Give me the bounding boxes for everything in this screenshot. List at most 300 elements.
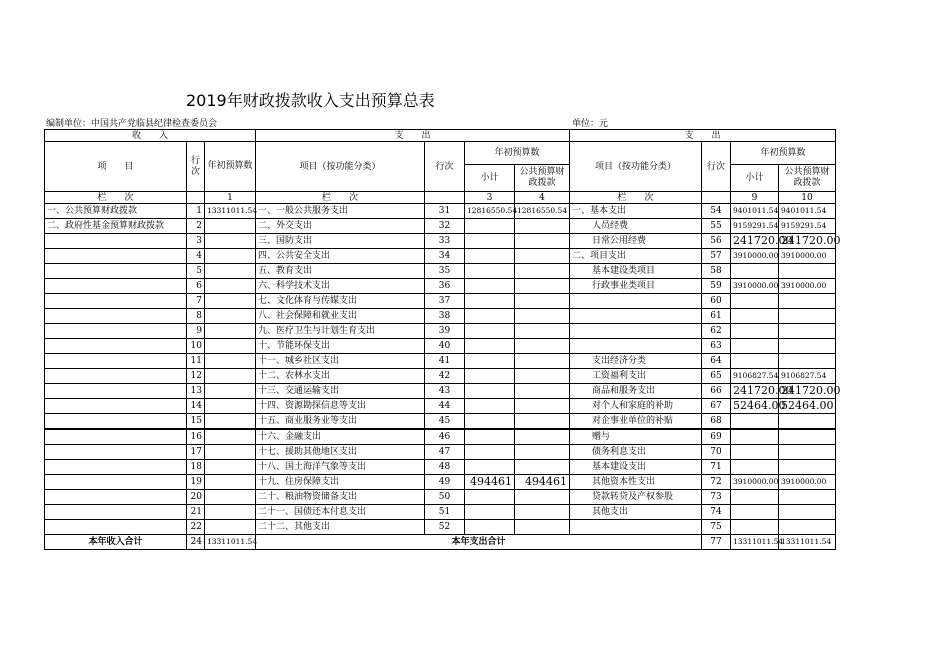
table-row xyxy=(45,384,836,399)
expense-subtotal xyxy=(465,219,515,234)
table-row xyxy=(45,414,836,430)
expense2-line: 74 xyxy=(702,505,731,520)
expense-subtotal xyxy=(465,369,515,384)
income-amount: 13311011.54 xyxy=(205,204,256,219)
expense-item: 十、节能环保支出 xyxy=(256,339,425,354)
income-line: 10 xyxy=(187,339,205,354)
expense-item: 九、医疗卫生与计划生育支出 xyxy=(256,324,425,339)
expense2-public xyxy=(779,460,836,475)
expense2-public: 241720.00 xyxy=(779,384,836,399)
table-row xyxy=(45,309,836,324)
expense2-public xyxy=(779,520,836,535)
expense2-subtotal xyxy=(731,520,779,535)
expense2-public: 52464.00 xyxy=(779,399,836,414)
income-amount xyxy=(205,445,256,460)
income-item xyxy=(45,475,187,490)
income-line: 11 xyxy=(187,354,205,369)
expense-item: 十八、国土海洋气象等支出 xyxy=(256,460,425,475)
expense2-item: 基本建设支出 xyxy=(570,460,702,475)
expense-line: 38 xyxy=(425,309,465,324)
expense2-line: 64 xyxy=(702,354,731,369)
expense2-public xyxy=(779,445,836,460)
income-amount xyxy=(205,309,256,324)
expense-public xyxy=(515,354,570,369)
income-item xyxy=(45,384,187,399)
income-amount xyxy=(205,279,256,294)
table-row xyxy=(45,520,836,535)
expense2-line: 54 xyxy=(702,204,731,219)
expense2-line: 59 xyxy=(702,279,731,294)
expense2-subtotal xyxy=(731,264,779,279)
header-line: 行次 xyxy=(187,142,205,192)
income-item xyxy=(45,429,187,445)
expense-item: 二十二、其他支出 xyxy=(256,520,425,535)
income-line: 15 xyxy=(187,414,205,430)
expense2-item: 一、基本支出 xyxy=(570,204,702,219)
expense2-public xyxy=(779,324,836,339)
expense2-subtotal xyxy=(731,490,779,505)
income-item xyxy=(45,279,187,294)
header-budget-group: 年初预算数 xyxy=(465,142,570,165)
income-line: 19 xyxy=(187,475,205,490)
col-num-10: 10 xyxy=(779,192,836,204)
col-label-1: 栏 次 xyxy=(45,192,187,204)
expense2-item: 基本建设类项目 xyxy=(570,264,702,279)
table-row xyxy=(45,249,836,264)
expense2-line: 73 xyxy=(702,490,731,505)
expense-item: 十七、援助其他地区支出 xyxy=(256,445,425,460)
expense-subtotal xyxy=(465,309,515,324)
col-empty xyxy=(425,192,465,204)
expense-subtotal xyxy=(465,384,515,399)
table-row xyxy=(45,429,836,445)
expense-public xyxy=(515,294,570,309)
expense-line: 39 xyxy=(425,324,465,339)
col-empty xyxy=(187,192,205,204)
expense-item: 三、国防支出 xyxy=(256,234,425,249)
expense-public xyxy=(515,264,570,279)
income-item xyxy=(45,490,187,505)
income-item xyxy=(45,354,187,369)
expense2-subtotal: 3910000.00 xyxy=(731,279,779,294)
income-line: 7 xyxy=(187,294,205,309)
income-amount xyxy=(205,414,256,430)
expense-item: 十六、金融支出 xyxy=(256,429,425,445)
table-row xyxy=(45,460,836,475)
expense-public xyxy=(515,460,570,475)
income-amount xyxy=(205,354,256,369)
table-row xyxy=(45,219,836,234)
expense2-item xyxy=(570,339,702,354)
expense-line: 47 xyxy=(425,445,465,460)
income-amount xyxy=(205,475,256,490)
expense-public: 12816550.54 xyxy=(515,204,570,219)
expense2-item: 行政事业类项目 xyxy=(570,279,702,294)
expense-line: 31 xyxy=(425,204,465,219)
income-line: 14 xyxy=(187,399,205,414)
income-amount xyxy=(205,384,256,399)
expense2-public: 9106827.54 xyxy=(779,369,836,384)
header-subtotal: 小计 xyxy=(465,165,515,192)
table-row xyxy=(45,354,836,369)
table-row xyxy=(45,490,836,505)
expense-public xyxy=(515,384,570,399)
income-amount xyxy=(205,219,256,234)
expense2-item: 赠与 xyxy=(570,429,702,445)
expense2-subtotal xyxy=(731,294,779,309)
expense2-line: 65 xyxy=(702,369,731,384)
expense2-subtotal xyxy=(731,505,779,520)
expense-line: 44 xyxy=(425,399,465,414)
section-income: 收 入 xyxy=(45,130,256,142)
income-item xyxy=(45,369,187,384)
expense-line: 34 xyxy=(425,249,465,264)
expense2-public xyxy=(779,339,836,354)
income-line: 17 xyxy=(187,445,205,460)
expense-line: 51 xyxy=(425,505,465,520)
expense-subtotal xyxy=(465,460,515,475)
expense2-subtotal: 241720.00 xyxy=(731,384,779,399)
income-amount xyxy=(205,490,256,505)
col-num-4: 4 xyxy=(515,192,570,204)
income-line: 8 xyxy=(187,309,205,324)
expense-public xyxy=(515,399,570,414)
expense-subtotal xyxy=(465,429,515,445)
header-public-2: 公共预算财政拨款 xyxy=(779,165,836,192)
expense-public xyxy=(515,505,570,520)
header-item-func: 项目（按功能分类） xyxy=(256,142,425,192)
expense2-subtotal xyxy=(731,429,779,445)
expense-line: 41 xyxy=(425,354,465,369)
income-amount xyxy=(205,264,256,279)
expense2-item: 对个人和家庭的补助 xyxy=(570,399,702,414)
expense-subtotal xyxy=(465,490,515,505)
expense-line: 37 xyxy=(425,294,465,309)
expense-public xyxy=(515,429,570,445)
expense-public xyxy=(515,414,570,430)
expense-item: 十二、农林水支出 xyxy=(256,369,425,384)
expense2-public: 3910000.00 xyxy=(779,249,836,264)
income-amount xyxy=(205,460,256,475)
income-amount xyxy=(205,520,256,535)
expense2-subtotal: 9159291.54 xyxy=(731,219,779,234)
expense-item: 十五、商业服务业等支出 xyxy=(256,414,425,430)
income-amount xyxy=(205,234,256,249)
expense2-line: 56 xyxy=(702,234,731,249)
header-budget-group-2: 年初预算数 xyxy=(731,142,836,165)
expense-public xyxy=(515,445,570,460)
expense2-line: 58 xyxy=(702,264,731,279)
expense-public xyxy=(515,249,570,264)
expense-item: 七、文化体育与传媒支出 xyxy=(256,294,425,309)
expense-line: 50 xyxy=(425,490,465,505)
expense2-line: 68 xyxy=(702,414,731,430)
table-row xyxy=(45,324,836,339)
expense-item: 二十一、国债还本付息支出 xyxy=(256,505,425,520)
expense2-line: 66 xyxy=(702,384,731,399)
expense2-item: 对企事业单位的补贴 xyxy=(570,414,702,430)
expense-subtotal: 12816550.54 xyxy=(465,204,515,219)
income-line: 13 xyxy=(187,384,205,399)
expense-line: 46 xyxy=(425,429,465,445)
expense2-subtotal: 9106827.54 xyxy=(731,369,779,384)
expense2-subtotal xyxy=(731,414,779,430)
expense2-line: 70 xyxy=(702,445,731,460)
income-amount xyxy=(205,505,256,520)
table-row xyxy=(45,339,836,354)
expense-item: 一、一般公共服务支出 xyxy=(256,204,425,219)
expense-subtotal xyxy=(465,414,515,430)
income-item xyxy=(45,460,187,475)
table-row xyxy=(45,399,836,414)
expense-public xyxy=(515,339,570,354)
expense2-line: 57 xyxy=(702,249,731,264)
income-line: 18 xyxy=(187,460,205,475)
table-row xyxy=(45,505,836,520)
expense-public xyxy=(515,490,570,505)
income-item xyxy=(45,324,187,339)
expense-total-subtotal: 13311011.54 xyxy=(731,535,779,550)
income-line: 5 xyxy=(187,264,205,279)
expense2-subtotal: 52464.00 xyxy=(731,399,779,414)
income-item xyxy=(45,445,187,460)
expense2-public: 9159291.54 xyxy=(779,219,836,234)
expense2-item xyxy=(570,294,702,309)
expense-total-public: 13311011.54 xyxy=(779,535,836,550)
income-line: 22 xyxy=(187,520,205,535)
table-row xyxy=(45,234,836,249)
income-item: 一、公共预算财政拨款 xyxy=(45,204,187,219)
income-line: 3 xyxy=(187,234,205,249)
expense-item: 四、公共安全支出 xyxy=(256,249,425,264)
expense2-public xyxy=(779,429,836,445)
expense2-item: 日常公用经费 xyxy=(570,234,702,249)
expense-public xyxy=(515,369,570,384)
expense-line: 42 xyxy=(425,369,465,384)
income-amount xyxy=(205,399,256,414)
org-label: 编制单位：中国共产党临县纪律检查委员会 xyxy=(46,119,218,129)
header-subtotal-2: 小计 xyxy=(731,165,779,192)
expense2-public: 3910000.00 xyxy=(779,475,836,490)
income-total-amount: 13311011.54 xyxy=(205,535,256,550)
income-line: 9 xyxy=(187,324,205,339)
income-line: 16 xyxy=(187,429,205,445)
header-line-3: 行次 xyxy=(702,142,731,192)
income-line: 21 xyxy=(187,505,205,520)
expense-line: 36 xyxy=(425,279,465,294)
expense2-public xyxy=(779,264,836,279)
income-item xyxy=(45,309,187,324)
budget-table xyxy=(44,129,841,550)
expense-item: 二十、粮油物资储备支出 xyxy=(256,490,425,505)
table-row xyxy=(45,204,836,219)
expense2-subtotal xyxy=(731,460,779,475)
header-line-2: 行次 xyxy=(425,142,465,192)
expense-item: 五、教育支出 xyxy=(256,264,425,279)
income-line: 4 xyxy=(187,249,205,264)
expense-subtotal xyxy=(465,339,515,354)
expense2-line: 60 xyxy=(702,294,731,309)
expense-public xyxy=(515,520,570,535)
expense-line: 43 xyxy=(425,384,465,399)
expense-subtotal xyxy=(465,324,515,339)
income-total-line: 24 xyxy=(187,535,205,550)
expense2-item: 二、项目支出 xyxy=(570,249,702,264)
income-amount xyxy=(205,429,256,445)
expense-subtotal xyxy=(465,520,515,535)
income-item xyxy=(45,264,187,279)
expense-line: 35 xyxy=(425,264,465,279)
expense2-public xyxy=(779,294,836,309)
expense2-public xyxy=(779,354,836,369)
col-label-2: 栏 次 xyxy=(256,192,425,204)
totals-row xyxy=(45,535,836,550)
expense2-public: 3910000.00 xyxy=(779,279,836,294)
expense-public xyxy=(515,324,570,339)
expense-subtotal xyxy=(465,399,515,414)
expense2-line: 61 xyxy=(702,309,731,324)
table-row xyxy=(45,475,836,490)
expense-total-label: 本年支出合计 xyxy=(256,535,702,550)
header-budget: 年初预算数 xyxy=(205,142,256,192)
income-line: 2 xyxy=(187,219,205,234)
header-public: 公共预算财政拨款 xyxy=(515,165,570,192)
expense-item: 六、科学技术支出 xyxy=(256,279,425,294)
expense2-line: 72 xyxy=(702,475,731,490)
expense2-public xyxy=(779,490,836,505)
income-item xyxy=(45,414,187,430)
expense-subtotal xyxy=(465,445,515,460)
col-num-9: 9 xyxy=(731,192,779,204)
col-empty xyxy=(702,192,731,204)
expense2-item: 贷款转贷及产权参股 xyxy=(570,490,702,505)
expense2-subtotal xyxy=(731,339,779,354)
expense2-item: 其他资本性支出 xyxy=(570,475,702,490)
header-item-func-2: 项目（按功能分类） xyxy=(570,142,702,192)
expense2-item xyxy=(570,324,702,339)
expense-line: 40 xyxy=(425,339,465,354)
expense2-item xyxy=(570,520,702,535)
expense-total-line: 77 xyxy=(702,535,731,550)
income-item xyxy=(45,234,187,249)
expense-item: 十四、资源勘探信息等支出 xyxy=(256,399,425,414)
expense-public: 494461 xyxy=(515,475,570,490)
expense2-line: 63 xyxy=(702,339,731,354)
income-amount xyxy=(205,369,256,384)
table-row xyxy=(45,294,836,309)
expense-line: 48 xyxy=(425,460,465,475)
expense2-subtotal xyxy=(731,309,779,324)
expense2-subtotal xyxy=(731,324,779,339)
expense-item: 十一、城乡社区支出 xyxy=(256,354,425,369)
expense2-line: 55 xyxy=(702,219,731,234)
expense2-line: 75 xyxy=(702,520,731,535)
income-line: 20 xyxy=(187,490,205,505)
expense-subtotal xyxy=(465,249,515,264)
table-row xyxy=(45,279,836,294)
income-item xyxy=(45,249,187,264)
expense2-item xyxy=(570,309,702,324)
income-line: 1 xyxy=(187,204,205,219)
section-expense-2: 支 出 xyxy=(570,130,836,142)
expense-item: 二、外交支出 xyxy=(256,219,425,234)
col-num-1: 1 xyxy=(205,192,256,204)
table-row xyxy=(45,369,836,384)
income-item xyxy=(45,399,187,414)
expense2-line: 71 xyxy=(702,460,731,475)
expense-item: 十九、住房保障支出 xyxy=(256,475,425,490)
expense2-subtotal xyxy=(731,445,779,460)
section-expense: 支 出 xyxy=(256,130,570,142)
col-num-3: 3 xyxy=(465,192,515,204)
expense2-item: 其他支出 xyxy=(570,505,702,520)
expense2-subtotal: 9401011.54 xyxy=(731,204,779,219)
expense-subtotal: 494461 xyxy=(465,475,515,490)
income-item xyxy=(45,505,187,520)
expense2-public xyxy=(779,309,836,324)
income-amount xyxy=(205,339,256,354)
expense-public xyxy=(515,219,570,234)
expense-public xyxy=(515,234,570,249)
income-item xyxy=(45,294,187,309)
income-item xyxy=(45,339,187,354)
expense2-item: 支出经济分类 xyxy=(570,354,702,369)
expense-item: 十三、交通运输支出 xyxy=(256,384,425,399)
income-amount xyxy=(205,294,256,309)
expense2-subtotal: 3910000.00 xyxy=(731,475,779,490)
expense2-subtotal: 3910000.00 xyxy=(731,249,779,264)
page-title: 2019年财政拨款收入支出预算总表 xyxy=(186,91,435,110)
expense2-item: 商品和服务支出 xyxy=(570,384,702,399)
header-item: 项 目 xyxy=(45,142,187,192)
expense2-subtotal xyxy=(731,354,779,369)
income-item xyxy=(45,520,187,535)
expense-subtotal xyxy=(465,294,515,309)
income-item: 二、政府性基金预算财政拨款 xyxy=(45,219,187,234)
expense-subtotal xyxy=(465,505,515,520)
income-line: 12 xyxy=(187,369,205,384)
expense-line: 32 xyxy=(425,219,465,234)
expense2-line: 67 xyxy=(702,399,731,414)
expense2-line: 62 xyxy=(702,324,731,339)
expense-subtotal xyxy=(465,234,515,249)
expense-public xyxy=(515,279,570,294)
table-row xyxy=(45,445,836,460)
expense2-public: 9401011.54 xyxy=(779,204,836,219)
expense-item: 八、社会保障和就业支出 xyxy=(256,309,425,324)
income-amount xyxy=(205,324,256,339)
income-line: 6 xyxy=(187,279,205,294)
expense2-item: 债务利息支出 xyxy=(570,445,702,460)
expense-line: 45 xyxy=(425,414,465,430)
expense2-public xyxy=(779,505,836,520)
expense-line: 49 xyxy=(425,475,465,490)
expense-line: 33 xyxy=(425,234,465,249)
expense-line: 52 xyxy=(425,520,465,535)
expense2-item: 人员经费 xyxy=(570,219,702,234)
unit-label: 单位：元 xyxy=(572,119,609,129)
expense-subtotal xyxy=(465,354,515,369)
expense-subtotal xyxy=(465,279,515,294)
table-row xyxy=(45,264,836,279)
expense-subtotal xyxy=(465,264,515,279)
income-total-label: 本年收入合计 xyxy=(45,535,187,550)
col-label-3: 栏 次 xyxy=(570,192,702,204)
expense2-public xyxy=(779,414,836,430)
expense2-subtotal: 241720.00 xyxy=(731,234,779,249)
income-amount xyxy=(205,249,256,264)
expense2-line: 69 xyxy=(702,429,731,445)
